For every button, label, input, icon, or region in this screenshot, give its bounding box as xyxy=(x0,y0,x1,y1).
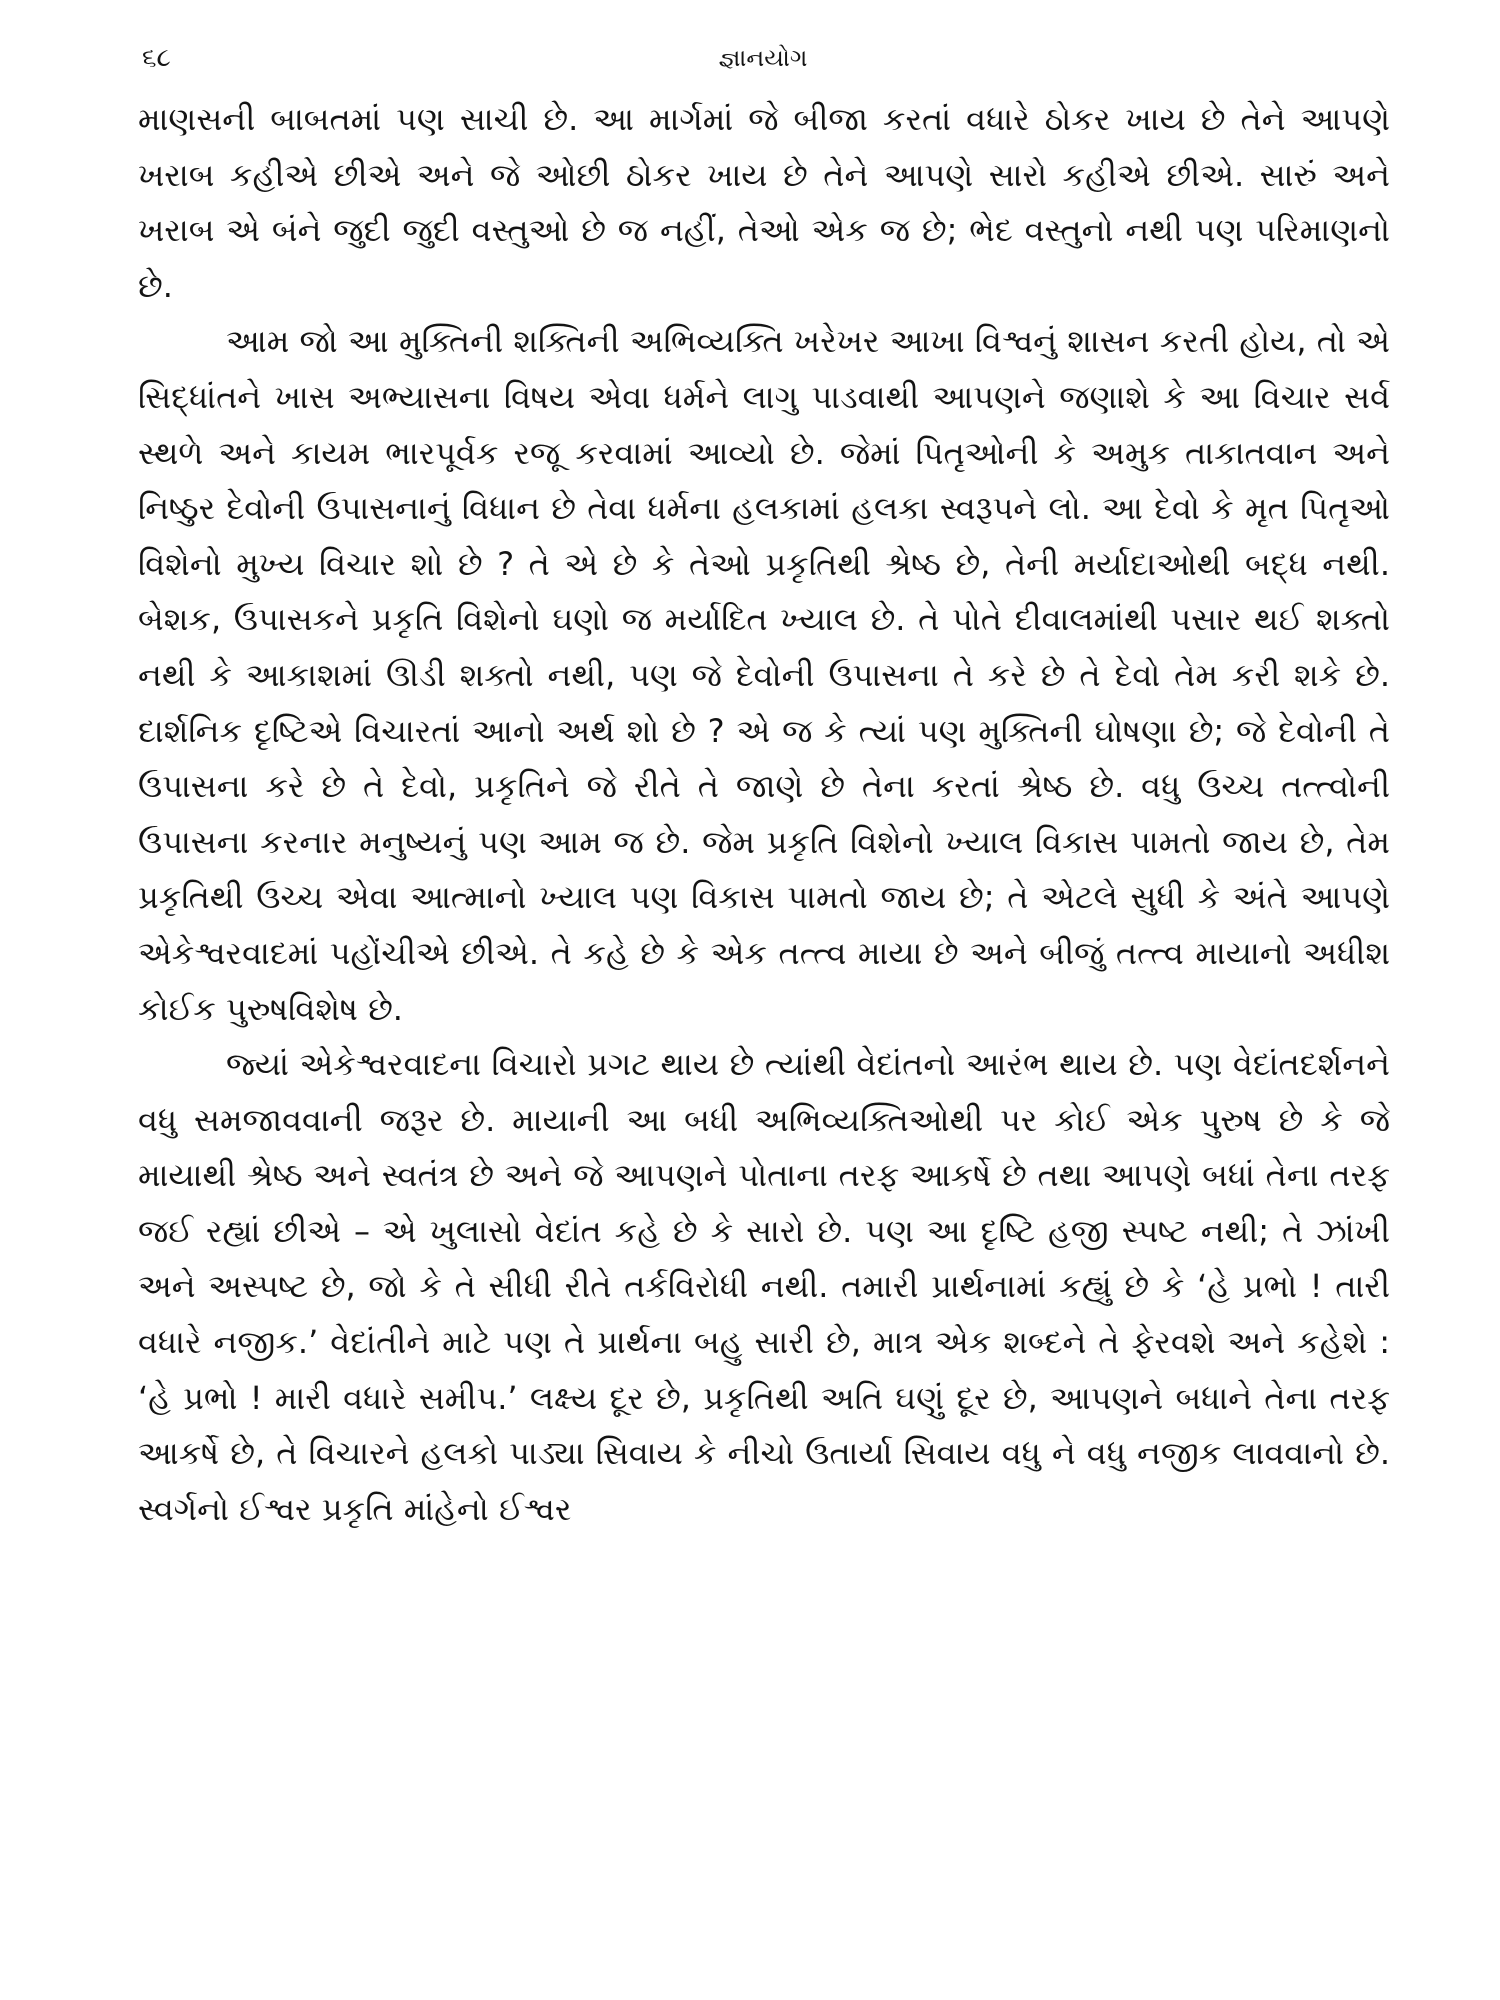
paragraph: જ્યાં એકેશ્વરવાદના વિચારો પ્રગટ થાય છે ત્યાંથી વેદાંતનો આરંભ થાય છે. પણ વેદાંતદર્શનને વધુ સમજાવવાની જરૂર છે. માયાની આ બધી અભિવ્યક્તિઓથી પર કોઈ એક પુરુષ છે કે જે માયાથી શ્રેષ્ઠ અને સ્વતંત્ર છે અને જે આપણને પોતાના તરફ આકર્ષે છે તથા આપણે બધાં તેના તરફ જઈ રહ્યાં છીએ – એ ખુલાસો વેદાંત કહે છે કે સારો છે. પણ આ દૃષ્ટિ હજી સ્પષ્ટ નથી; તે ઝાંખી અને અસ્પષ્ટ છે, જો કે તે સીધી રીતે તર્કવિરોધી નથી. તમારી પ્રાર્થનામાં કહ્યું છે કે ‘હે પ્રભો ! તારી વધારે નજીક.’ વેદાંતીને માટે પણ તે પ્રાર્થના બહુ સારી છે, માત્ર એક શબ્દને તે ફેરવશે અને કહેશે : ‘હે પ્રભો ! મારી વધારે સમીપ.’ લક્ષ્ય દૂર છે, પ્રકૃતિથી અતિ ઘણું દૂર છે, આપણને બધાને તેના તરફ આકર્ષે છે, તે વિચારને હલકો પાડ્યા સિવાય કે નીચો ઉતાર્યા સિવાય વધુ ને વધુ નજીક લાવવાનો છે. સ્વર્ગનો ઈશ્વર પ્રકૃતિ માંહેનો ઈશ્વર xyxy=(138,1045,1390,1528)
page-header xyxy=(138,38,1388,78)
page-number: ૬૮ xyxy=(142,43,171,73)
body-text xyxy=(138,92,1390,1537)
paragraph-continued: માણસની બાબતમાં પણ સાચી છે. આ માર્ગમાં જે બીજા કરતાં વધારે ઠોકર ખાય છે તેને આપણે ખરાબ કહીએ છીએ અને જે ઓછી ઠોકર ખાય છે તેને આપણે સારો કહીએ છીએ. સારું અને ખરાબ એ બંને જુદી જુદી વસ્તુઓ છે જ નહીં, તેઓ એક જ છે; ભેદ વસ્તુનો નથી પણ પરિમાણનો છે. xyxy=(138,100,1390,305)
paragraph: આમ જો આ મુક્તિની શક્તિની અભિવ્યક્તિ ખરેખર આખા વિશ્વનું શાસન કરતી હોય, તો એ સિદ્ધાંતને ખાસ અભ્યાસના વિષય એવા ધર્મને લાગુ પાડવાથી આપણને જણાશે કે આ વિચાર સર્વ સ્થળે અને કાયમ ભારપૂર્વક રજૂ કરવામાં આવ્યો છે. જેમાં પિતૃઓની કે અમુક તાકાતવાન અને નિષ્ઠુર દેવોની ઉપાસનાનું વિધાન છે તેવા ધર્મના હલકામાં હલકા સ્વરૂપને લો. આ દેવો કે મૃત પિતૃઓ વિશેનો મુખ્ય વિચાર શો છે ? તે એ છે કે તેઓ પ્રકૃતિથી શ્રેષ્ઠ છે, તેની મર્યાદાઓથી બદ્ધ નથી. બેશક, ઉપાસકને પ્રકૃતિ વિશેનો ઘણો જ મર્યાદિત ખ્યાલ છે. તે પોતે દીવાલમાંથી પસાર થઈ શક્તો નથી કે આકાશમાં ઊડી શક્તો નથી, પણ જે દેવોની ઉપાસના તે કરે છે તે દેવો તેમ કરી શકે છે. દાર્શનિક દૃષ્ટિએ વિચારતાં આનો અર્થ શો છે ? એ જ કે ત્યાં પણ મુક્તિની ઘોષણા છે; જે દેવોની તે ઉપાસના કરે છે તે દેવો, પ્રકૃતિને જે રીતે તે જાણે છે તેના કરતાં શ્રેષ્ઠ છે. વધુ ઉચ્ચ તત્ત્વોની ઉપાસના કરનાર મનુષ્યનું પણ આમ જ છે. જેમ પ્રકૃતિ વિશેનો ખ્યાલ વિકાસ પામતો જાય છે, તેમ પ્રકૃતિથી ઉચ્ચ એવા આત્માનો ખ્યાલ પણ વિકાસ પામતો જાય છે; તે એટલે સુધી કે અંતે આપણે એકેશ્વરવાદમાં પહોંચીએ છીએ. તે કહે છે કે એક તત્ત્વ માયા છે અને બીજું તત્ત્વ માયાનો અધીશ કોઈક પુરુષવિશેષ છે. xyxy=(138,322,1390,1028)
running-title: જ્ઞાનયોગ xyxy=(718,44,808,72)
